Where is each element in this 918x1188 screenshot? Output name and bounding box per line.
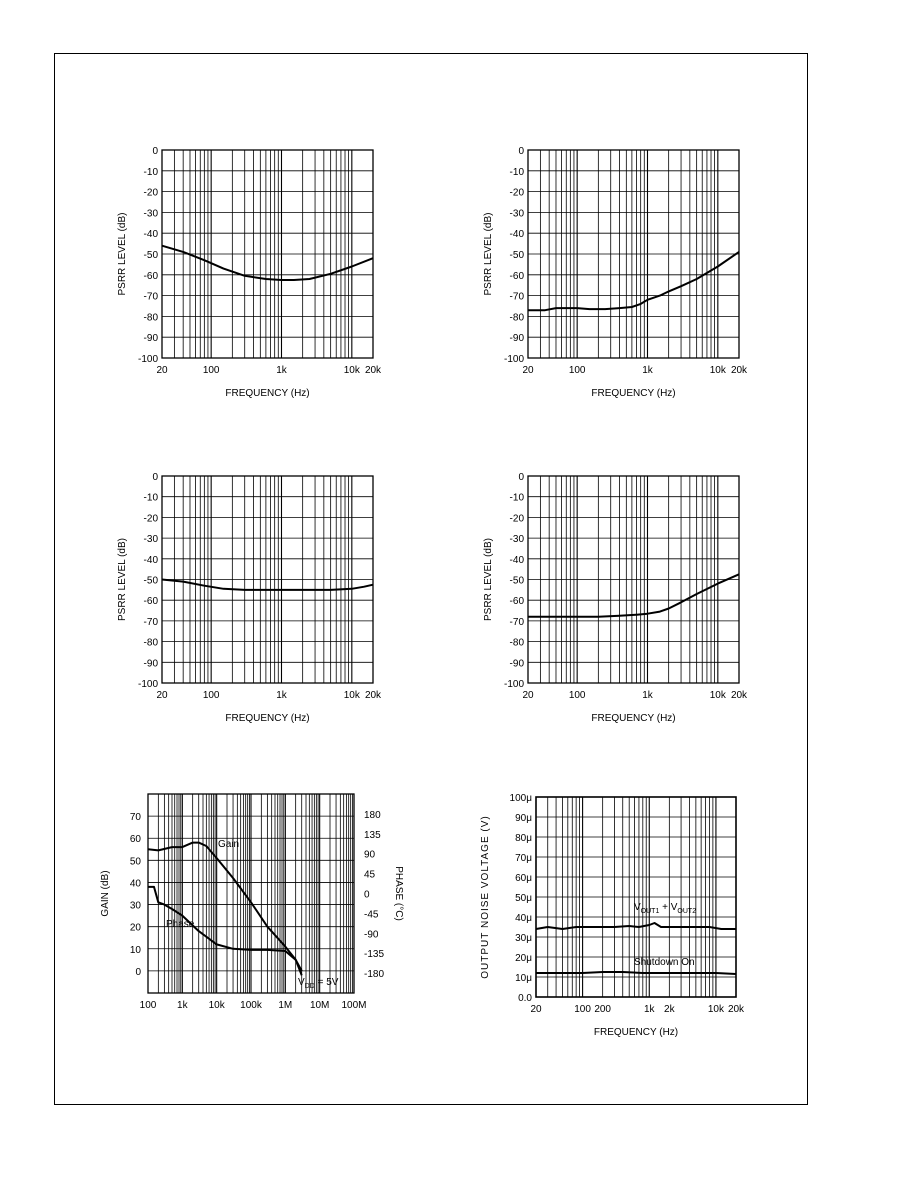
x-tick-label: 1k: [276, 690, 287, 701]
series-line-2: [148, 887, 302, 975]
y-tick-label: -100: [503, 679, 524, 690]
y-tick-label: -20: [143, 187, 158, 199]
x-axis-label: FREQUENCY (Hz): [225, 713, 310, 724]
y-tick-label: -70: [143, 291, 158, 303]
y2-axis-label: PHASE (°C): [393, 866, 404, 921]
y-tick-label: -90: [143, 333, 158, 345]
y-tick-label: -70: [509, 291, 524, 303]
x-tick-label: 200: [594, 1004, 612, 1015]
vout-plus: + V: [659, 902, 678, 913]
x-tick-label: 10k: [343, 365, 360, 376]
series-line-2: [536, 972, 736, 974]
y-tick-label: -40: [143, 554, 158, 566]
chart-5: [100, 794, 404, 1011]
series-line-1: [148, 843, 302, 971]
y2-tick-label: 135: [364, 829, 381, 841]
y-tick-label: 90μ: [515, 813, 532, 824]
y-tick-label: -70: [143, 616, 158, 628]
y-tick-label: -50: [509, 250, 524, 261]
y-axis-label: PSRR LEVEL (dB): [483, 212, 494, 296]
x-tick-label: 20k: [364, 365, 382, 376]
y-axis-label: PSRR LEVEL (dB): [117, 212, 128, 296]
y-tick-label: -30: [143, 534, 158, 546]
y-tick-label: 0.0: [518, 993, 532, 1004]
x-tick-label: 100: [139, 1000, 157, 1011]
y-tick-label: 10μ: [515, 973, 532, 984]
y-tick-label: -80: [509, 312, 524, 324]
x-tick-label: 10k: [707, 1004, 724, 1015]
x-tick-label: 20: [530, 1004, 542, 1015]
x-tick-label: 1k: [642, 690, 653, 701]
y-tick-label: -40: [509, 554, 524, 566]
y-tick-label: -10: [509, 166, 524, 178]
y-tick-label: 0: [135, 966, 141, 978]
x-tick-label: 10k: [709, 690, 726, 701]
y-tick-label: -100: [137, 679, 158, 690]
y-tick-label: 30: [129, 900, 141, 912]
y-tick-label: -90: [509, 333, 524, 345]
y-tick-label: -30: [509, 208, 524, 220]
y-tick-label: -40: [143, 229, 158, 241]
y-tick-label: -20: [143, 513, 158, 525]
gain-label: Gain: [218, 839, 240, 850]
y-tick-label: -60: [509, 270, 524, 282]
y-tick-label: -10: [143, 492, 158, 504]
x-tick-label: 1k: [642, 365, 653, 376]
y-axis-label: GAIN (dB): [100, 870, 111, 917]
y-tick-label: 50μ: [515, 893, 532, 904]
vdd-value: = 5V: [314, 977, 339, 988]
x-tick-label: 1M: [278, 1000, 293, 1011]
y-tick-label: 30μ: [515, 933, 532, 944]
y2-tick-label: -135: [364, 949, 385, 961]
y-tick-label: 40: [129, 878, 141, 890]
y-tick-label: 0: [152, 146, 158, 157]
y-tick-label: -20: [509, 187, 524, 199]
y-tick-label: -20: [509, 513, 524, 525]
y-tick-label: 20: [129, 922, 141, 934]
y-tick-label: -100: [137, 354, 158, 365]
x-tick-label: 20: [156, 690, 168, 701]
x-tick-label: 10M: [309, 1000, 330, 1011]
chart-3: [117, 472, 382, 724]
y2-tick-label: 90: [364, 849, 376, 861]
y-tick-label: -80: [509, 637, 524, 649]
y2-tick-label: -180: [364, 969, 385, 981]
y-tick-label: 80μ: [515, 833, 532, 844]
y-tick-label: 20μ: [515, 953, 532, 964]
x-tick-label: 100k: [240, 1000, 262, 1011]
y-tick-label: 10: [129, 944, 141, 956]
phase-label: Phase: [166, 919, 195, 930]
y-tick-label: -60: [143, 596, 158, 608]
chart-2: [483, 146, 748, 399]
y-tick-label: 100μ: [509, 793, 532, 804]
x-tick-label: 10k: [208, 1000, 225, 1011]
y-tick-label: 70μ: [515, 853, 532, 864]
y-tick-label: -90: [143, 658, 158, 670]
y-tick-label: 0: [518, 146, 524, 157]
y-tick-label: 50: [129, 856, 141, 868]
x-axis-label: FREQUENCY (Hz): [591, 713, 676, 724]
vout-label: [634, 902, 696, 915]
y-tick-label: 0: [518, 472, 524, 483]
x-tick-label: 20k: [727, 1004, 745, 1015]
y-tick-label: -50: [143, 575, 158, 587]
y-tick-label: -50: [509, 575, 524, 587]
x-tick-label: 20k: [730, 690, 748, 701]
x-tick-label: 10k: [343, 690, 360, 701]
x-tick-label: 1k: [643, 1004, 655, 1015]
vdd-v: V: [298, 977, 305, 988]
x-axis-label: FREQUENCY (Hz): [593, 1027, 679, 1038]
vdd-sub: DD: [304, 983, 315, 990]
y-tick-label: 0: [152, 472, 158, 483]
y-tick-label: -80: [143, 312, 158, 324]
y-tick-label: 60: [129, 834, 141, 846]
series-line-1: [528, 252, 739, 310]
y2-tick-label: 45: [364, 869, 376, 881]
x-tick-label: 10k: [709, 365, 726, 376]
x-tick-label: 20: [522, 365, 534, 376]
series-line-1: [528, 574, 739, 617]
x-tick-label: 100: [574, 1004, 591, 1015]
y2-tick-label: -90: [364, 929, 379, 941]
y-tick-label: 70: [129, 812, 141, 824]
x-tick-label: 100: [202, 690, 220, 701]
vout-sub2: OUT2: [677, 908, 697, 915]
y-axis-label: PSRR LEVEL (dB): [117, 538, 128, 621]
chart-1: [117, 146, 382, 399]
y2-tick-label: 180: [364, 809, 381, 821]
x-axis-label: FREQUENCY (Hz): [591, 388, 676, 399]
y-tick-label: -40: [509, 229, 524, 241]
y-tick-label: -60: [509, 596, 524, 608]
y-tick-label: -80: [143, 637, 158, 649]
x-axis-label: FREQUENCY (Hz): [225, 388, 310, 399]
y-tick-label: -60: [143, 270, 158, 282]
vout-sub1: OUT1: [640, 908, 660, 915]
x-tick-label: 1k: [276, 365, 287, 376]
x-tick-label: 100: [202, 365, 220, 376]
y-tick-label: -90: [509, 658, 524, 670]
y-tick-label: -10: [143, 166, 158, 178]
series-line-1: [162, 580, 373, 590]
y2-tick-label: -45: [364, 909, 379, 921]
x-tick-label: 20: [156, 365, 168, 376]
chart-6: [480, 793, 745, 1038]
x-tick-label: 100: [568, 365, 586, 376]
y-tick-label: -30: [509, 534, 524, 546]
y-axis-label: OUTPUT NOISE VOLTAGE (V): [480, 815, 491, 979]
y-tick-label: 40μ: [515, 913, 532, 924]
y-tick-label: -50: [143, 250, 158, 261]
y-axis-label: PSRR LEVEL (dB): [483, 538, 494, 621]
x-tick-label: 1k: [177, 1000, 188, 1011]
x-tick-label: 20k: [730, 365, 748, 376]
y2-tick-label: 0: [364, 889, 370, 901]
y-tick-label: -10: [509, 492, 524, 504]
vout-v1: V: [634, 902, 641, 913]
y-tick-label: 60μ: [515, 873, 532, 884]
y-tick-label: -70: [509, 616, 524, 628]
x-tick-label: 2k: [664, 1004, 675, 1015]
x-tick-label: 20k: [364, 690, 382, 701]
y-tick-label: -30: [143, 208, 158, 220]
x-tick-label: 100M: [341, 1000, 367, 1011]
shutdown-label: Shutdown On: [634, 957, 695, 968]
x-tick-label: 100: [568, 690, 586, 701]
chart-4: [483, 472, 748, 724]
y-tick-label: -100: [503, 354, 524, 365]
x-tick-label: 20: [522, 690, 534, 701]
